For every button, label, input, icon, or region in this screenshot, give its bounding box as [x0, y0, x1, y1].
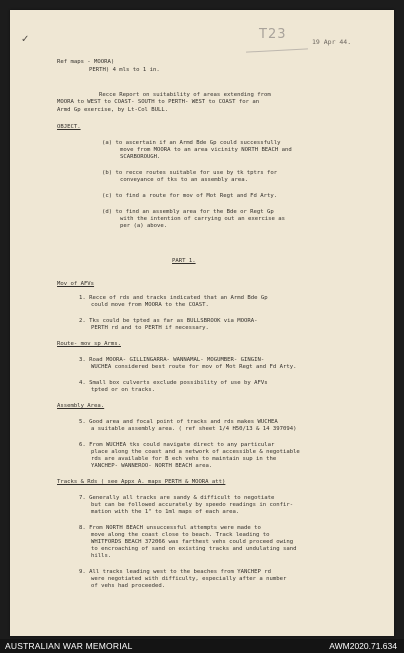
intro-line-1: Recce Report on suitability of areas extending from — [99, 92, 271, 98]
object-heading: OBJECT. — [57, 124, 81, 130]
footer-accession-number: AWM2020.71.634 — [329, 641, 397, 651]
para-2-line-2: PERTH rd and to PERTH if necessary. — [91, 325, 209, 331]
para-4-line-2: tpted or on tracks. — [91, 387, 155, 393]
object-a-line-1: (a) to ascertain if an Armd Bde Gp could successfully — [102, 140, 281, 146]
para-9-line-3: of vehs had proceeded. — [91, 583, 166, 589]
para-4-line-1: 4. Small box culverts exclude possibility of use by AFVs — [79, 380, 268, 386]
footer-institution: AUSTRALIAN WAR MEMORIAL — [5, 641, 133, 651]
para-2-line-1: 2. Tks could be tpted as far as BULLSBROOK via MOORA- — [79, 318, 258, 324]
object-b-line-1: (b) to recce routes suitable for use by tk tptrs for — [102, 170, 278, 176]
intro-line-3: Armd Gp exercise, by Lt-Col BULL. — [57, 107, 169, 113]
object-b-line-2: conveyance of tks to an assembly area. — [120, 177, 248, 183]
para-1-line-1: 1. Recce of rds and tracks indicated that an Armd Bde Gp — [79, 295, 268, 301]
document-page — [10, 10, 394, 636]
object-d-line-1: (d) to find an assembly area for the Bde or Regt Gp — [102, 209, 274, 215]
object-d-line-2: with the intention of carrying out an exercise as — [120, 216, 286, 222]
para-6-line-2: place along the coast and a network of accessible & negotiable — [91, 449, 300, 455]
para-3-line-2: WUCHEA considered best route for mov of Mot Regt and Fd Arty. — [91, 364, 297, 370]
para-7-line-2: but can be followed accurately by speedo readings in confir- — [91, 502, 294, 508]
para-9-line-2: were negotiated with difficulty, especially after a number — [91, 576, 287, 582]
para-8-line-1: 8. From NORTH BEACH unsuccessful attempts were made to — [79, 525, 261, 531]
handwritten-underline — [246, 48, 308, 52]
handwritten-reference: T23 — [259, 27, 287, 42]
object-c-line-1: (c) to find a route for mov of Mot Regt and Fd Arty. — [102, 193, 278, 199]
assembly-heading: Assembly Area. — [57, 403, 105, 409]
object-d-line-3: per (a) above. — [120, 223, 168, 229]
document-date: 19 Apr 44. — [312, 38, 352, 46]
object-a-line-3: SCARBOROUGH. — [120, 154, 161, 160]
tick-mark: ✓ — [21, 34, 30, 45]
para-1-line-2: could move from MOORA to the COAST. — [91, 302, 209, 308]
para-9-line-1: 9. All tracks leading west to the beaches from YANCHEP rd — [79, 569, 271, 575]
para-6-line-1: 6. From WUCHEA tks could navigate direct to any particular — [79, 442, 275, 448]
para-5-line-1: 5. Good area and focal point of tracks and rds makes WUCHEA — [79, 419, 278, 425]
route-heading: Route- mov sp Arms. — [57, 341, 121, 347]
object-a-line-2: move from MOORA to an area vicinity NORTH BEACH and — [120, 147, 292, 153]
para-7-line-1: 7. Generally all tracks are sandy & difficult to negotiate — [79, 495, 275, 501]
footer-bar — [0, 639, 404, 653]
para-6-line-4: YANCHEP- WANNEROO- NORTH BEACH area. — [91, 463, 213, 469]
para-8-line-2: move along the coast close to beach. Track leading to — [91, 532, 270, 538]
para-5-line-2: a suitable assembly area. ( ref sheet 1/4 H50/13 & 14 397094) — [91, 426, 297, 432]
para-7-line-3: mation with the 1" to 1ml maps of each area. — [91, 509, 240, 515]
para-3-line-1: 3. Road MOORA- GILLINGARRA- WANNAMAL- MOGUMBER- GINGIN- — [79, 357, 265, 363]
tracks-heading: Tracks & Rds ( see Appx A. maps PERTH & MOORA att) — [57, 479, 226, 485]
para-6-line-3: rds are available for B ech vehs to maintain sup in the — [91, 456, 277, 462]
part-heading: PART 1. — [172, 258, 196, 264]
ref-maps-line-1: Ref maps - MOORA) — [57, 59, 115, 65]
para-8-line-3: WHITFORDS BEACH 372066 was farthest vehs could proceed owing — [91, 539, 294, 545]
ref-maps-line-2: PERTH) 4 mls to 1 in. — [89, 67, 160, 73]
mov-afvs-heading: Mov of AFVs — [57, 281, 95, 287]
para-8-line-5: hills. — [91, 553, 112, 559]
para-8-line-4: to encroaching of sand on existing tracks and undulating sand — [91, 546, 297, 552]
intro-line-2: MOORA to WEST to COAST- SOUTH to PERTH- WEST to COAST for an — [57, 99, 260, 105]
